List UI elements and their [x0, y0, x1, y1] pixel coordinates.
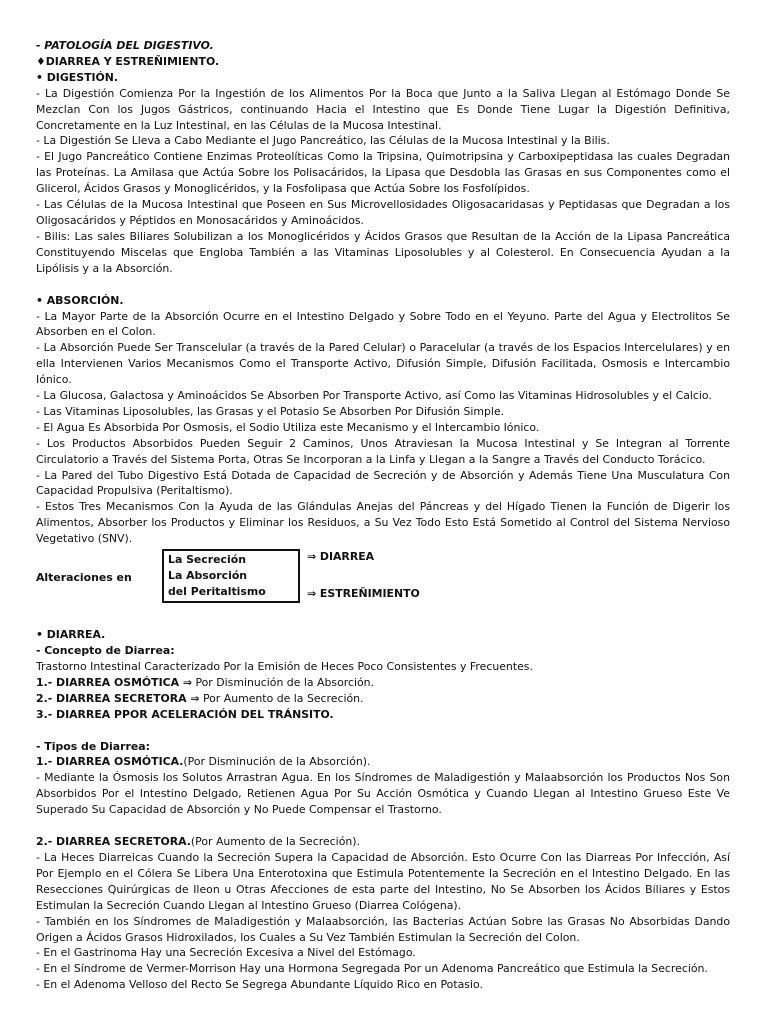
- box-item: La Secreción: [168, 553, 246, 567]
- paragraph: - En el Síndrome de Vermer-Morrison Hay una Hormona Segregada Por un Adenoma Pancreático que Estimula la Secreción.: [36, 962, 708, 976]
- document-title: - PATOLOGÍA DEL DIGESTIVO.: [36, 39, 214, 52]
- box-item: del Peritaltismo: [168, 585, 266, 599]
- list-item-label: 3.- DIARREA PPOR ACELERACIÓN DEL TRÁNSITO.: [36, 707, 334, 721]
- paragraph: - La Heces Diarreicas Cuando la Secreción Supera la Capacidad de Absorción. Esto Ocurre Con las Diarreas Por Infección, Así Por Ejemplo en el Cólera Se Libera Una Enterotoxina que Estimula Potentemente la Secreción en el Intestino Delgado. En las Resecciones Quirúrgicas de Ileon u Otras Afecciones de esta parte del Intestino, No Se Absorben los Ácidos Biliares y Estos Estimulan la Secreción Cuando Llegan al Intestino Grueso (Diarrea Cológena).: [36, 850, 730, 912]
- paragraph: - La Glucosa, Galactosa y Aminoácidos Se Absorben Por Transporte Activo, así Como las Vitaminas Hidrosolubles y el Calcio.: [36, 389, 712, 403]
- paragraph: - El Jugo Pancreático Contiene Enzimas Proteolíticas Como la Tripsina, Quimotripsina y Carboxipeptidasa las cuales Degradan las Proteínas. La Amilasa que Actúa Sobre los Polisacáridos, la Lipasa que Desdobla las Grasas en sus Componentes como el Glicerol, Ácidos Grasos y Monoglicéridos, y la Fosfolipasa que Actúa Sobre los Fosfolípidos.: [36, 150, 730, 196]
- paragraph: - Las Vitaminas Liposolubles, las Grasas y el Potasio Se Absorben Por Difusión Simple.: [36, 404, 505, 418]
- alteraciones-box: [162, 549, 300, 603]
- type-label: 2.- DIARREA SECRETORA.: [36, 835, 191, 849]
- result-diarrea: ⇒ DIARREA: [307, 550, 375, 564]
- type-heading: [36, 834, 730, 850]
- paragraph: - La Digestión Comienza Por la Ingestión de los Alimentos Por la Boca que Junto a la Saliva Llegan al Estómago Donde Se Mezclan Con los Jugos Gástricos, continuando Hacia el Intestino que Es Donde Tiene Lugar la Digestión Definitiva, Concretamente en la Luz Intestinal, en las Células de la Mucosa Intestinal.: [36, 86, 730, 132]
- section-heading-diarrea: • DIARREA.: [36, 628, 106, 642]
- list-item-label: 1.- DIARREA OSMÓTICA ⇒: [36, 675, 192, 689]
- paragraph: - En el Gastrinoma Hay una Secreción Excesiva a Nivel del Estómago.: [36, 946, 416, 960]
- section-heading-absorcion: • ABSORCIÓN.: [36, 293, 124, 307]
- alteraciones-label: Alteraciones en: [36, 571, 132, 585]
- paragraph: - La Mayor Parte de la Absorción Ocurre en el Intestino Delgado y Sobre Todo en el Yeyuno. Parte del Agua y Electrolitos Se Absorben en el Colon.: [36, 309, 730, 339]
- spacer: [36, 277, 730, 293]
- subheading-tipos: - Tipos de Diarrea:: [36, 739, 150, 753]
- type-label: 1.- DIARREA OSMÓTICA.: [36, 755, 184, 769]
- list-item-text: Por Aumento de la Secreción.: [199, 691, 364, 705]
- list-item-label: 2.- DIARREA SECRETORA ⇒: [36, 691, 200, 705]
- spacer: [36, 611, 730, 627]
- paragraph: - El Agua Es Absorbida Por Osmosis, el Sodio Utiliza este Mecanismo y el Intercambio Iónico.: [36, 420, 540, 434]
- paragraph: - En el Adenoma Velloso del Recto Se Segrega Abundante Líquido Rico en Potasio.: [36, 978, 483, 992]
- paragraph: - También en los Síndromes de Maladigestión y Malaabsorción, las Bacterias Actúan Sobre las Grasas No Absorbidas Dando Origen a Ácidos Grasos Hidroxilados, los Cuales a Su Vez También Estimulan la Secreción del Colon.: [36, 914, 730, 944]
- paragraph: - La Digestión Se Lleva a Cabo Mediante el Jugo Pancreático, las Células de la Mucosa Intestinal y la Bilis.: [36, 134, 610, 148]
- paragraph: - Bilis: Las sales Biliares Solubilizan a los Monoglicéridos y Ácidos Grasos que Resultan de la Acción de la Lipasa Pancreática Constituyendo Miscelas que Engloba También a las Vitaminas Liposolubles y al Colesterol. En Consecuencia Ayudan a la Lipólisis y a la Absorción.: [36, 229, 730, 275]
- spacer: [36, 818, 730, 834]
- list-item: [36, 691, 730, 707]
- paragraph: Trastorno Intestinal Caracterizado Por la Emisión de Heces Poco Consistentes y Frecuentes.: [36, 659, 533, 673]
- paragraph: - Las Células de la Mucosa Intestinal que Poseen en Sus Microvellosidades Oligosacaridasas y Peptidasas que Degradan a los Oligosacáridos y Péptidos en Monosacáridos y Aminoácidos.: [36, 198, 730, 227]
- list-item-text: Por Disminución de la Absorción.: [192, 675, 375, 689]
- list-item: [36, 707, 730, 723]
- paragraph: - Estos Tres Mecanismos Con la Ayuda de las Glándulas Anejas del Páncreas y del Hígado Tienen la Función de Digerir los Alimentos, Absorber los Productos y Eliminar los Residuos, a Su Vez Todo Esto Está Sometido al Control del Sistema Nervioso Vegetativo (SNV).: [36, 500, 730, 546]
- type-note: (Por Disminución de la Absorción).: [183, 755, 371, 769]
- section-heading-digestion: • DIGESTIÓN.: [36, 70, 119, 84]
- spacer: [36, 723, 730, 739]
- box-item: La Absorción: [168, 569, 248, 583]
- paragraph: - Los Productos Absorbidos Pueden Seguir 2 Caminos, Unos Atraviesan la Mucosa Intestinal y Se Integran al Torrente Circulatorio a Través del Sistema Porta, Otras Se Incorporan a la Linfa y Llegan a la Sangre a Través del Conducto Torácico.: [36, 436, 730, 466]
- paragraph: - La Absorción Puede Ser Transcelular (a través de la Pared Celular) o Paracelular (a través de los Espacios Intercelulares) y en ella Intervienen Varios Mecanismos Como el Transporte Activo, Difusión Simple, Difusión Facilitada, Osmosis e Intercambio Iónico.: [36, 341, 730, 387]
- type-note: (Por Aumento de la Secreción).: [190, 835, 360, 849]
- subheading-concepto: - Concepto de Diarrea:: [36, 644, 175, 657]
- type-heading: [36, 754, 730, 770]
- alteraciones-diagram: [36, 549, 730, 611]
- document-subtitle: ♦DIARREA Y ESTREÑIMIENTO.: [36, 54, 220, 68]
- paragraph: - Mediante la Ósmosis los Solutos Arrastran Agua. En los Síndromes de Maladigestión y Malaabsorción los Productos Nos Son Absorbidos Por el Intestino Delgado, Retienen Agua Por Su Acción Osmótica y Cuando Llegan al Intestino Grueso Este Ve Superado Su Capacidad de Absorción y No Puede Compensar el Trastorno.: [36, 771, 730, 817]
- paragraph: - La Pared del Tubo Digestivo Está Dotada de Capacidad de Secreción y de Absorción y Además Tiene Una Musculatura Con Capacidad Propulsiva (Peritaltismo).: [36, 468, 730, 498]
- list-item: [36, 675, 730, 691]
- result-estrenimiento: ⇒ ESTREÑIMIENTO: [307, 587, 420, 601]
